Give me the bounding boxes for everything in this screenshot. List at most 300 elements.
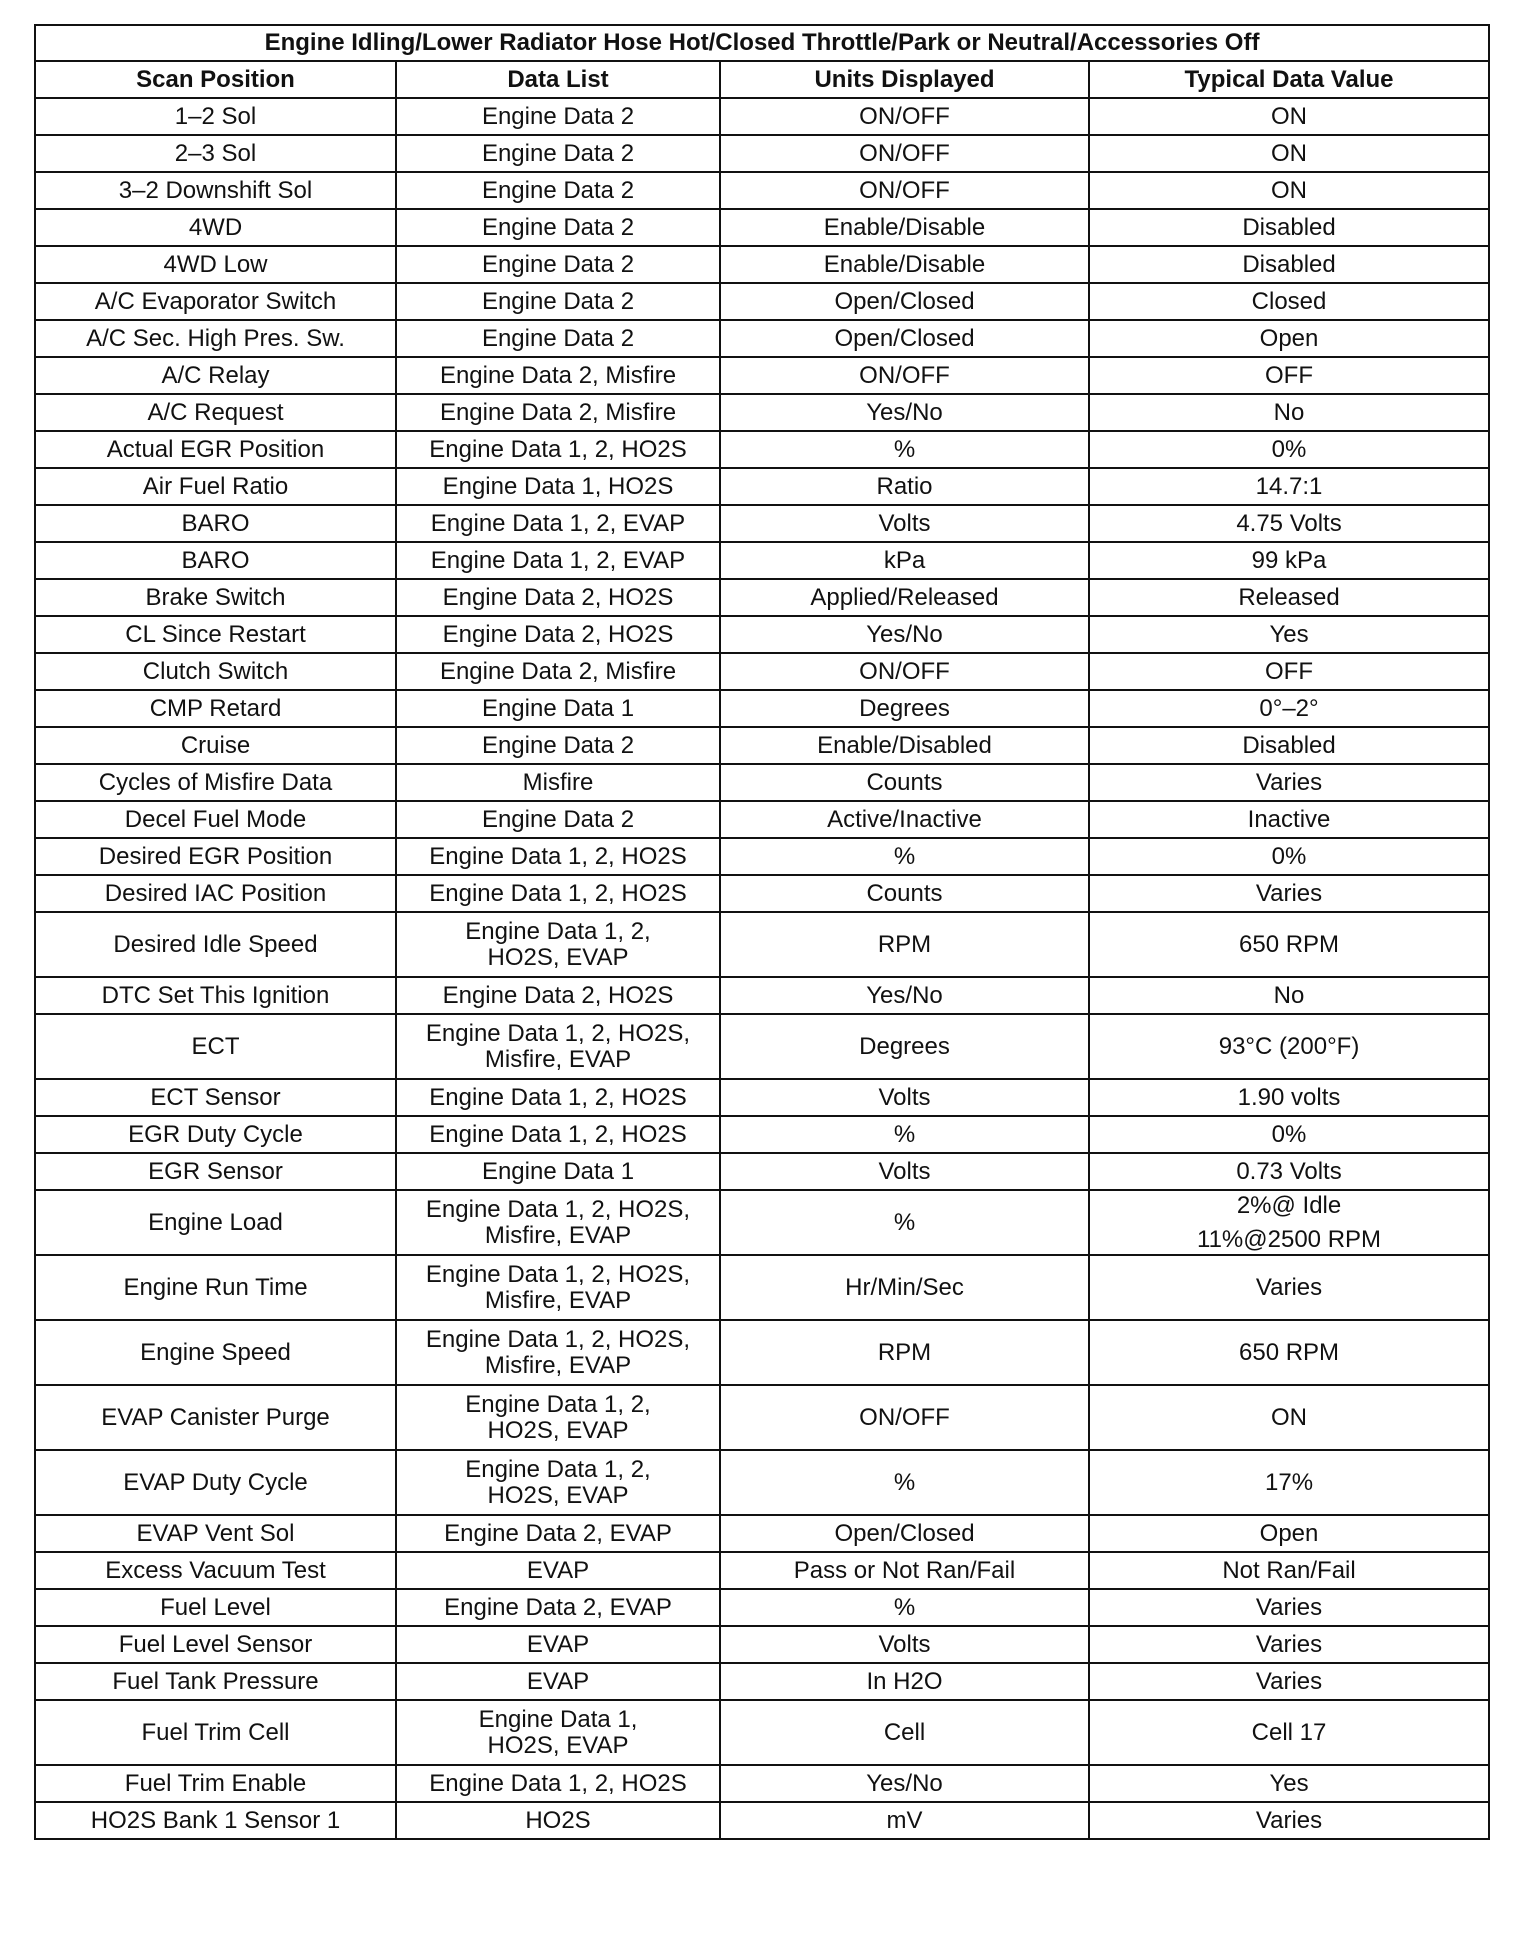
column-header-scan-position: Scan Position [35,61,396,98]
table-row [35,1765,1489,1802]
table-row [35,468,1489,505]
typical-value-line: 1.90 volts [1237,1083,1341,1111]
data-list-line: EVAP [526,1630,590,1658]
typical-value-line: Open [1259,324,1319,352]
typical-value-line: Disabled [1242,731,1336,759]
data-list-line: Engine Data 1 [481,1157,635,1185]
table-row [35,98,1489,135]
data-list-line: Engine Data 2 [481,324,635,352]
units-displayed-cell: ON/OFF [720,653,1089,690]
data-list-line: Engine Data 2, HO2S [442,620,674,648]
data-list-line: Engine Data 2, Misfire [439,398,677,426]
scan-position-cell: HO2S Bank 1 Sensor 1 [35,1802,396,1839]
data-list-line: Engine Data 1, 2, HO2S, [425,1260,691,1288]
data-list-line: Engine Data 2, HO2S [442,981,674,1009]
table-row [35,172,1489,209]
table-row [35,1626,1489,1663]
units-displayed-cell: Cell [720,1700,1089,1765]
units-displayed-cell: Yes/No [720,616,1089,653]
scan-position-cell: Fuel Level [35,1589,396,1626]
scan-position-cell: ECT [35,1014,396,1079]
units-displayed-cell: % [720,1116,1089,1153]
data-list-line: EVAP [526,1556,590,1584]
table-row [35,764,1489,801]
table-row [35,1385,1489,1450]
scan-position-cell: Decel Fuel Mode [35,801,396,838]
units-displayed-cell: % [720,838,1089,875]
typical-value-cell [1089,616,1489,653]
scan-data-table [34,24,1490,1840]
typical-value-line: Yes [1269,1769,1309,1797]
table-row [35,320,1489,357]
table-row [35,653,1489,690]
scan-position-cell: BARO [35,505,396,542]
data-list-line: Misfire, EVAP [484,1351,632,1379]
table-row [35,542,1489,579]
units-displayed-cell: % [720,1450,1089,1515]
units-displayed-cell: Open/Closed [720,320,1089,357]
table-row [35,209,1489,246]
scan-position-cell: BARO [35,542,396,579]
data-list-cell [396,1802,720,1839]
data-list-line: Engine Data 1, 2, [465,1390,651,1418]
data-list-line: HO2S, EVAP [487,1731,629,1759]
scan-position-cell: Brake Switch [35,579,396,616]
typical-value-line: No [1273,981,1305,1009]
data-list-line: Engine Data 2, Misfire [439,361,677,389]
typical-value-cell [1089,1190,1489,1255]
units-displayed-cell: Volts [720,505,1089,542]
units-displayed-cell: % [720,1589,1089,1626]
typical-value-line: ON [1271,139,1308,167]
data-list-line: Engine Data 1, 2, HO2S [429,879,687,907]
typical-value-cell [1089,246,1489,283]
units-displayed-cell: mV [720,1802,1089,1839]
typical-value-cell [1089,505,1489,542]
data-list-line: Misfire [522,768,594,796]
data-list-line: Engine Data 2 [481,213,635,241]
data-list-line: Engine Data 2, EVAP [444,1519,672,1547]
table-row [35,977,1489,1014]
typical-value-line: 2%@ Idle [1236,1191,1342,1219]
data-list-line: Misfire, EVAP [484,1221,632,1249]
scan-position-cell: EGR Duty Cycle [35,1116,396,1153]
typical-value-cell [1089,1626,1489,1663]
typical-value-cell [1089,912,1489,977]
typical-value-cell [1089,1700,1489,1765]
scan-position-cell: Fuel Level Sensor [35,1626,396,1663]
table-row [35,875,1489,912]
units-displayed-cell: ON/OFF [720,135,1089,172]
data-list-cell [396,209,720,246]
data-list-cell [396,875,720,912]
typical-value-cell [1089,727,1489,764]
data-list-line: Engine Data 2, EVAP [444,1593,672,1621]
data-list-cell [396,764,720,801]
table-title: Engine Idling/Lower Radiator Hose Hot/Closed Throttle/Park or Neutral/Accessories Off [35,25,1489,61]
typical-value-line: 99 kPa [1251,546,1327,574]
units-displayed-cell: Open/Closed [720,283,1089,320]
data-list-cell [396,1255,720,1320]
typical-value-line: Varies [1255,1667,1323,1695]
scan-position-cell: A/C Sec. High Pres. Sw. [35,320,396,357]
typical-value-line: OFF [1265,361,1314,389]
scan-position-cell: Fuel Tank Pressure [35,1663,396,1700]
data-list-line: Engine Data 1, 2, HO2S [429,1769,687,1797]
data-list-cell [396,320,720,357]
column-header-units-displayed: Units Displayed [720,61,1089,98]
data-list-cell [396,98,720,135]
typical-value-line: Open [1259,1519,1319,1547]
typical-value-line: Inactive [1247,805,1331,833]
table-row [35,1515,1489,1552]
units-displayed-cell: Pass or Not Ran/Fail [720,1552,1089,1589]
typical-value-line: ON [1271,102,1308,130]
scan-position-cell: DTC Set This Ignition [35,977,396,1014]
units-displayed-cell: Yes/No [720,394,1089,431]
typical-value-line: 650 RPM [1239,930,1340,958]
scan-position-cell: CMP Retard [35,690,396,727]
typical-value-cell [1089,764,1489,801]
data-list-line: Engine Data 2 [481,139,635,167]
data-list-cell [396,579,720,616]
table-row [35,1589,1489,1626]
data-list-cell [396,1700,720,1765]
units-displayed-cell: RPM [720,1320,1089,1385]
typical-value-cell [1089,209,1489,246]
scan-position-cell: Fuel Trim Cell [35,1700,396,1765]
scan-position-cell: Excess Vacuum Test [35,1552,396,1589]
typical-value-cell [1089,98,1489,135]
typical-value-cell [1089,1515,1489,1552]
data-list-cell [396,801,720,838]
table-row [35,1450,1489,1515]
table-row [35,801,1489,838]
typical-value-line: Released [1238,583,1340,611]
units-displayed-cell: ON/OFF [720,357,1089,394]
data-list-cell [396,1515,720,1552]
units-displayed-cell: RPM [720,912,1089,977]
typical-value-cell [1089,320,1489,357]
units-displayed-cell: Enable/Disabled [720,727,1089,764]
table-row [35,505,1489,542]
typical-value-cell [1089,838,1489,875]
typical-value-line: 11%@2500 RPM [1197,1225,1382,1253]
data-list-cell [396,394,720,431]
data-list-line: Misfire, EVAP [484,1045,632,1073]
data-list-line: Engine Data 1, 2, EVAP [430,509,686,537]
typical-value-cell [1089,172,1489,209]
typical-value-line: 0% [1271,435,1307,463]
typical-value-line: OFF [1265,657,1314,685]
data-list-line: Engine Data 1 [481,694,635,722]
scan-position-cell: A/C Request [35,394,396,431]
typical-value-line: No [1273,398,1305,426]
data-list-line: Engine Data 1, 2, HO2S [429,1120,687,1148]
typical-value-cell [1089,1552,1489,1589]
units-displayed-cell: Degrees [720,1014,1089,1079]
typical-value-cell [1089,1765,1489,1802]
table-row [35,431,1489,468]
scan-position-cell: EVAP Vent Sol [35,1515,396,1552]
data-list-cell [396,135,720,172]
column-header-typical-data-value: Typical Data Value [1089,61,1489,98]
table-row [35,1320,1489,1385]
typical-value-cell [1089,135,1489,172]
typical-value-cell [1089,1320,1489,1385]
data-list-cell [396,1190,720,1255]
table-row [35,246,1489,283]
typical-value-cell [1089,1802,1489,1839]
typical-value-cell [1089,1450,1489,1515]
typical-value-cell [1089,431,1489,468]
typical-value-line: 0.73 Volts [1236,1157,1342,1185]
typical-value-line: Cell 17 [1251,1718,1327,1746]
data-list-line: HO2S, EVAP [487,1416,629,1444]
data-list-line: HO2S, EVAP [487,943,629,971]
table-row [35,283,1489,320]
table-row [35,1255,1489,1320]
units-displayed-cell: Hr/Min/Sec [720,1255,1089,1320]
units-displayed-cell: Enable/Disable [720,246,1089,283]
data-list-line: Engine Data 1, 2, [465,1455,651,1483]
data-list-line: EVAP [526,1667,590,1695]
data-list-cell [396,727,720,764]
data-list-line: Engine Data 1, 2, EVAP [430,546,686,574]
scan-position-cell: Air Fuel Ratio [35,468,396,505]
scan-position-cell: EVAP Canister Purge [35,1385,396,1450]
typical-value-cell [1089,1589,1489,1626]
data-list-cell [396,357,720,394]
typical-value-line: Disabled [1242,250,1336,278]
typical-value-cell [1089,542,1489,579]
scan-position-cell: Engine Run Time [35,1255,396,1320]
scan-position-cell: ECT Sensor [35,1079,396,1116]
typical-value-line: 0% [1271,1120,1307,1148]
typical-value-cell [1089,653,1489,690]
data-list-cell [396,1626,720,1663]
typical-value-line: ON [1271,1403,1308,1431]
data-list-line: Misfire, EVAP [484,1286,632,1314]
units-displayed-cell: Yes/No [720,977,1089,1014]
typical-value-line: 4.75 Volts [1236,509,1342,537]
data-list-cell [396,977,720,1014]
table-row [35,579,1489,616]
typical-value-cell [1089,394,1489,431]
units-displayed-cell: % [720,431,1089,468]
data-list-cell [396,468,720,505]
data-list-cell [396,246,720,283]
scan-position-cell: Desired Idle Speed [35,912,396,977]
scan-position-cell: Engine Load [35,1190,396,1255]
scan-position-cell: A/C Evaporator Switch [35,283,396,320]
typical-value-line: Varies [1255,1630,1323,1658]
scan-position-cell: Fuel Trim Enable [35,1765,396,1802]
typical-value-line: 650 RPM [1239,1338,1340,1366]
scan-position-cell: 4WD [35,209,396,246]
units-displayed-cell: Volts [720,1079,1089,1116]
data-list-line: Engine Data 1, 2, [465,917,651,945]
header-row [35,61,1489,98]
data-list-cell [396,1153,720,1190]
table-row [35,1802,1489,1839]
typical-value-cell [1089,1385,1489,1450]
typical-value-cell [1089,1014,1489,1079]
scan-position-cell: 3–2 Downshift Sol [35,172,396,209]
units-displayed-cell: Applied/Released [720,579,1089,616]
typical-value-cell [1089,1663,1489,1700]
data-list-line: Engine Data 2 [481,287,635,315]
scan-position-cell: 4WD Low [35,246,396,283]
data-list-cell [396,1765,720,1802]
table-row [35,1153,1489,1190]
data-list-cell [396,283,720,320]
data-list-cell [396,1385,720,1450]
scan-position-cell: Desired IAC Position [35,875,396,912]
data-list-line: Engine Data 2 [481,805,635,833]
typical-value-line: Varies [1255,1593,1323,1621]
typical-value-line: ON [1271,176,1308,204]
units-displayed-cell: Yes/No [720,1765,1089,1802]
data-list-cell [396,616,720,653]
data-list-line: Engine Data 1, 2, HO2S, [425,1195,691,1223]
units-displayed-cell: Counts [720,875,1089,912]
column-header-data-list: Data List [396,61,720,98]
data-list-cell [396,912,720,977]
typical-value-cell [1089,977,1489,1014]
data-list-cell [396,542,720,579]
units-displayed-cell: ON/OFF [720,1385,1089,1450]
scan-position-cell: Actual EGR Position [35,431,396,468]
units-displayed-cell: ON/OFF [720,172,1089,209]
scan-position-cell: A/C Relay [35,357,396,394]
data-list-line: Engine Data 1, 2, HO2S [429,1083,687,1111]
units-displayed-cell: Open/Closed [720,1515,1089,1552]
data-list-line: Engine Data 1, 2, HO2S, [425,1325,691,1353]
typical-value-cell [1089,579,1489,616]
scan-position-cell: EGR Sensor [35,1153,396,1190]
data-list-line: Engine Data 2 [481,102,635,130]
data-list-cell [396,431,720,468]
data-list-cell [396,690,720,727]
scan-position-cell: CL Since Restart [35,616,396,653]
units-displayed-cell: ON/OFF [720,98,1089,135]
table-row [35,912,1489,977]
table-row [35,616,1489,653]
typical-value-line: Varies [1255,879,1323,907]
data-list-line: HO2S [525,1806,591,1834]
data-list-line: Engine Data 1, 2, HO2S [429,435,687,463]
units-displayed-cell: Ratio [720,468,1089,505]
data-list-line: HO2S, EVAP [487,1481,629,1509]
table-row [35,394,1489,431]
table-row [35,1190,1489,1255]
table-row [35,1663,1489,1700]
table-row [35,1116,1489,1153]
data-list-cell [396,1014,720,1079]
units-displayed-cell: In H2O [720,1663,1089,1700]
table-row [35,690,1489,727]
typical-value-line: Varies [1255,1273,1323,1301]
scan-position-cell: 1–2 Sol [35,98,396,135]
typical-value-cell [1089,283,1489,320]
units-displayed-cell: Volts [720,1153,1089,1190]
units-displayed-cell: Counts [720,764,1089,801]
typical-value-line: 93°C (200°F) [1218,1032,1360,1060]
units-displayed-cell: Enable/Disable [720,209,1089,246]
data-list-cell [396,172,720,209]
scan-position-cell: 2–3 Sol [35,135,396,172]
data-list-line: Engine Data 1, 2, HO2S, [425,1019,691,1047]
data-list-line: Engine Data 1, HO2S [442,472,674,500]
typical-value-cell [1089,468,1489,505]
table-row [35,838,1489,875]
table-body [35,98,1489,1839]
table-row [35,135,1489,172]
scan-position-cell: EVAP Duty Cycle [35,1450,396,1515]
typical-value-cell [1089,357,1489,394]
typical-value-line: Disabled [1242,213,1336,241]
data-list-cell [396,653,720,690]
scan-position-cell: Clutch Switch [35,653,396,690]
typical-value-cell [1089,1255,1489,1320]
scan-position-cell: Cruise [35,727,396,764]
data-list-line: Engine Data 1, 2, HO2S [429,842,687,870]
data-list-line: Engine Data 2 [481,176,635,204]
data-list-cell [396,1663,720,1700]
data-list-line: Engine Data 2 [481,731,635,759]
table-row [35,1552,1489,1589]
data-list-cell [396,838,720,875]
units-displayed-cell: Volts [720,1626,1089,1663]
units-displayed-cell: % [720,1190,1089,1255]
typical-value-cell [1089,1153,1489,1190]
scan-position-cell: Desired EGR Position [35,838,396,875]
typical-value-cell [1089,1079,1489,1116]
data-list-line: Engine Data 2, Misfire [439,657,677,685]
units-displayed-cell: kPa [720,542,1089,579]
data-list-cell [396,1552,720,1589]
scan-position-cell: Cycles of Misfire Data [35,764,396,801]
data-list-cell [396,1589,720,1626]
data-list-cell [396,505,720,542]
typical-value-line: Yes [1269,620,1309,648]
table-row [35,1700,1489,1765]
data-list-cell [396,1079,720,1116]
units-displayed-cell: Degrees [720,690,1089,727]
data-list-line: Engine Data 2, HO2S [442,583,674,611]
typical-value-line: 14.7:1 [1255,472,1323,500]
units-displayed-cell: Active/Inactive [720,801,1089,838]
data-list-cell [396,1450,720,1515]
table-row [35,357,1489,394]
typical-value-line: 17% [1265,1468,1314,1496]
scan-position-cell: Engine Speed [35,1320,396,1385]
data-list-line: Engine Data 1, [478,1705,638,1733]
typical-value-cell [1089,875,1489,912]
data-list-cell [396,1116,720,1153]
typical-value-line: Closed [1251,287,1327,315]
data-list-cell [396,1320,720,1385]
typical-value-cell [1089,801,1489,838]
table-row [35,1079,1489,1116]
typical-value-cell [1089,690,1489,727]
typical-value-line: 0% [1271,842,1307,870]
typical-value-line: Not Ran/Fail [1222,1556,1356,1584]
typical-value-line: 0°–2° [1259,694,1319,722]
data-list-line: Engine Data 2 [481,250,635,278]
table-row [35,727,1489,764]
